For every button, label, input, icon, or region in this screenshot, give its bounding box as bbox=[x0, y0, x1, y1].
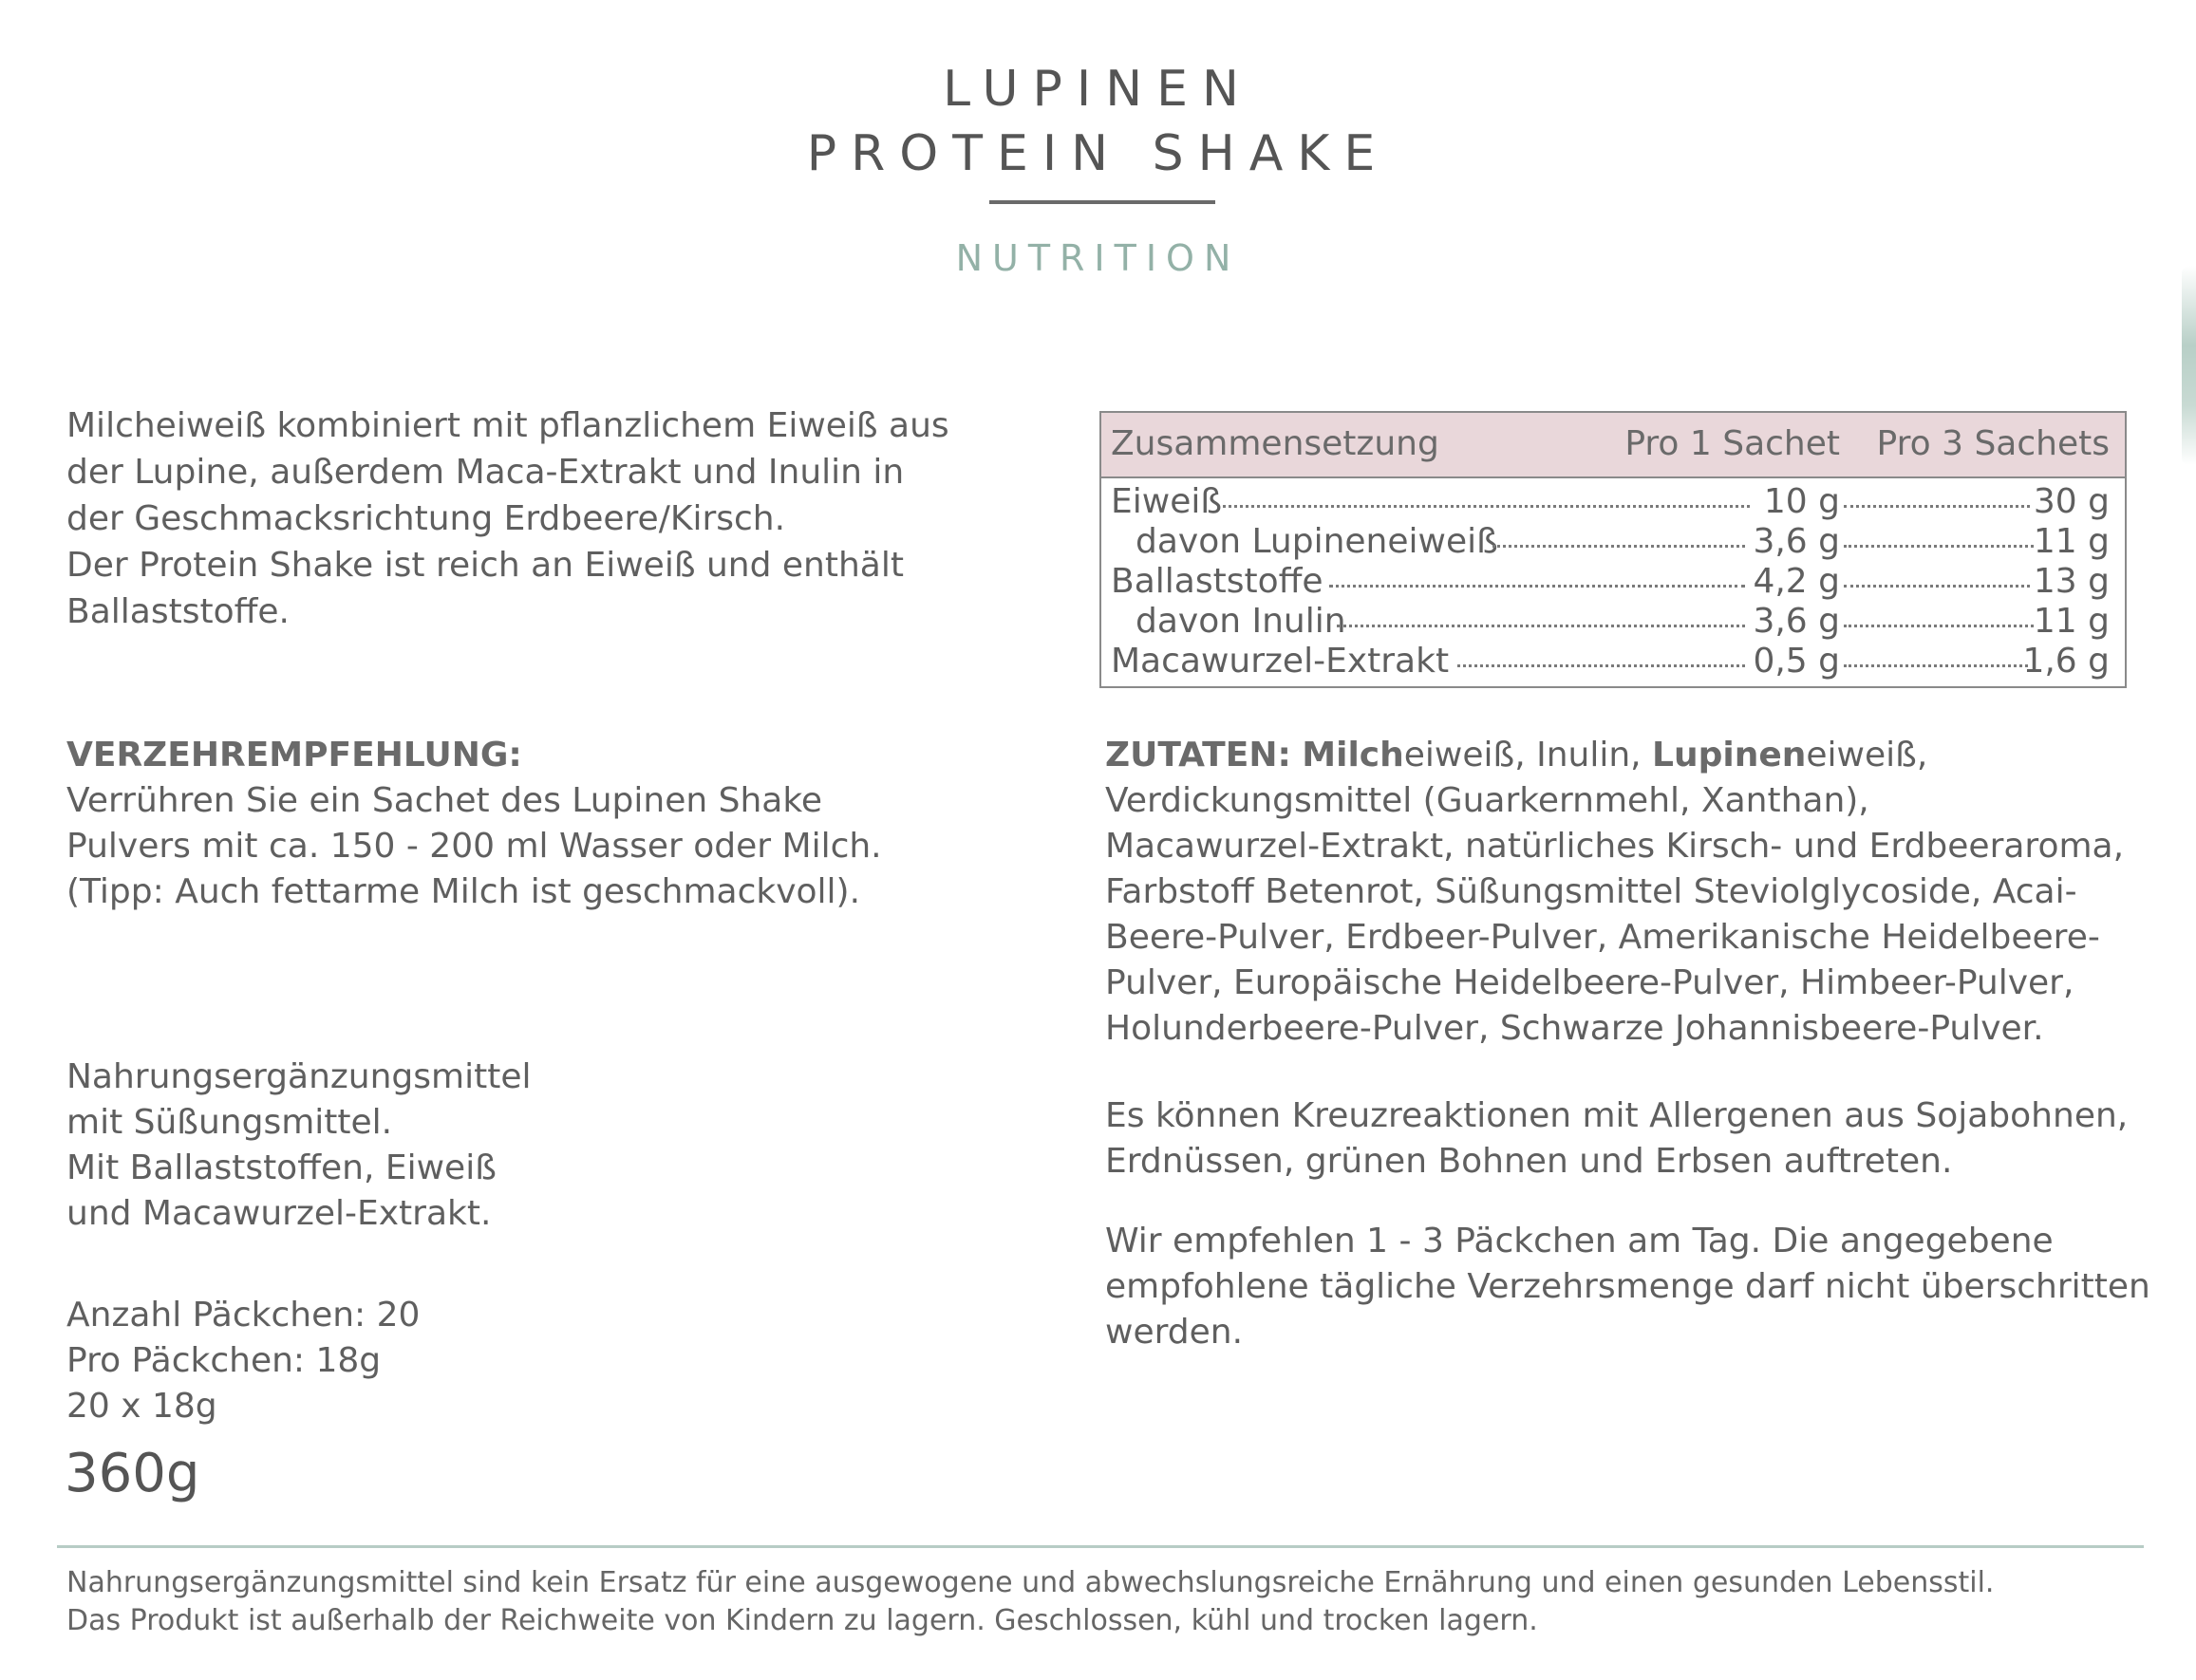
title-divider bbox=[989, 200, 1215, 204]
ingredients-line: Beere-Pulver, Erdbeer-Pulver, Amerikanische Heidelbeere- bbox=[1105, 918, 2100, 957]
row-value-per3: 13 g bbox=[2033, 562, 2110, 601]
package-info bbox=[66, 1293, 420, 1429]
footer-line: Das Produkt ist außerhalb der Reichweite von Kindern zu lagern. Geschlossen, kühl und trocken lagern. bbox=[66, 1604, 1538, 1637]
header-per-1-sachet: Pro 1 Sachet bbox=[1624, 424, 1840, 463]
dosage-line: werden. bbox=[1105, 1313, 1244, 1352]
allergen-lupine: Lupinen bbox=[1652, 736, 1807, 775]
supplement-line: Nahrungsergänzungsmittel bbox=[66, 1057, 532, 1096]
ingredients-line: Pulver, Europäische Heidelbeere-Pulver, Himbeer-Pulver, bbox=[1105, 963, 2074, 1002]
leader-dots bbox=[1844, 585, 2030, 588]
leader-dots bbox=[1844, 625, 2034, 627]
row-label: Macawurzel-Extrakt bbox=[1111, 642, 1450, 681]
recommendation-section bbox=[66, 733, 882, 915]
product-title-line2: PROTEIN SHAKE bbox=[806, 125, 1390, 182]
recommendation-line: (Tipp: Auch fettarme Milch ist geschmackvoll). bbox=[66, 872, 861, 911]
supplement-line: mit Süßungsmittel. bbox=[66, 1103, 393, 1142]
table-row bbox=[1101, 562, 2125, 602]
package-per-pack: Pro Päckchen: 18g bbox=[66, 1341, 382, 1380]
ingredients-section bbox=[1105, 733, 2124, 1052]
recommendation-heading: VERZEHREMPFEHLUNG: bbox=[66, 736, 522, 775]
supplement-line: Mit Ballaststoffen, Eiweiß bbox=[66, 1148, 497, 1187]
ingredients-text: eiweiß, bbox=[1806, 736, 1928, 775]
supplement-description bbox=[66, 1055, 531, 1237]
row-value-per1: 0,5 g bbox=[1753, 642, 1840, 681]
table-row bbox=[1101, 482, 2125, 522]
header-composition: Zusammensetzung bbox=[1111, 424, 1439, 463]
row-label: davon Inulin bbox=[1136, 602, 1346, 641]
footer-line: Nahrungsergänzungsmittel sind kein Ersatz für eine ausgewogene und abwechslungsreiche Ernährung und einen gesunden Lebensstil. bbox=[66, 1566, 1995, 1599]
ingredients-line: Holunderbeere-Pulver, Schwarze Johannisbeere-Pulver. bbox=[1105, 1009, 2044, 1048]
product-title-line1: LUPINEN bbox=[943, 61, 1253, 118]
decorative-leaf-edge bbox=[2182, 266, 2196, 465]
recommendation-line: Verrühren Sie ein Sachet des Lupinen Shake bbox=[66, 781, 823, 820]
ingredients-line: Macawurzel-Extrakt, natürliches Kirsch- und Erdbeeraroma, bbox=[1105, 827, 2125, 866]
supplement-line: und Macawurzel-Extrakt. bbox=[66, 1194, 492, 1233]
leader-dots bbox=[1844, 545, 2034, 548]
leader-dots bbox=[1329, 585, 1745, 588]
ingredients-line-first bbox=[1105, 733, 2124, 778]
intro-line: Der Protein Shake ist reich an Eiweiß und enthält bbox=[66, 546, 904, 585]
footer-divider bbox=[57, 1545, 2144, 1548]
table-row bbox=[1101, 522, 2125, 562]
row-value-per3: 1,6 g bbox=[2022, 642, 2110, 681]
intro-line: Ballaststoffe. bbox=[66, 592, 290, 631]
header-per-3-sachets: Pro 3 Sachets bbox=[1876, 424, 2110, 463]
leader-dots bbox=[1457, 664, 1745, 667]
ingredients-line: Verdickungsmittel (Guarkernmehl, Xanthan), bbox=[1105, 781, 1869, 820]
ingredients-line: Farbstoff Betenrot, Süßungsmittel Steviolglycoside, Acai- bbox=[1105, 872, 2077, 911]
dosage-notice bbox=[1105, 1219, 2150, 1355]
intro-text bbox=[66, 402, 949, 635]
row-label: Eiweiß bbox=[1111, 482, 1223, 521]
leader-dots bbox=[1844, 505, 2030, 508]
ingredients-heading: ZUTATEN: bbox=[1105, 736, 1291, 775]
footer-notice bbox=[66, 1564, 1994, 1640]
section-subtitle: NUTRITION bbox=[955, 237, 1241, 279]
package-count: Anzahl Päckchen: 20 bbox=[66, 1296, 421, 1335]
allergen-line: Erdnüssen, grünen Bohnen und Erbsen auftreten. bbox=[1105, 1142, 1953, 1181]
dosage-line: empfohlene tägliche Verzehrsmenge darf nicht überschritten bbox=[1105, 1267, 2150, 1306]
ingredients-text: eiweiß, Inulin, bbox=[1403, 736, 1653, 775]
package-total-weight: 360g bbox=[65, 1443, 200, 1504]
leader-dots bbox=[1337, 625, 1745, 627]
intro-line: der Geschmacksrichtung Erdbeere/Kirsch. bbox=[66, 499, 786, 538]
row-value-per1: 10 g bbox=[1763, 482, 1840, 521]
intro-line: Milcheiweiß kombiniert mit pflanzlichem Eiweiß aus bbox=[66, 406, 949, 445]
nutrition-table bbox=[1099, 411, 2127, 688]
allergen-notice bbox=[1105, 1093, 2128, 1185]
row-value-per3: 11 g bbox=[2033, 522, 2110, 561]
table-row bbox=[1101, 642, 2125, 681]
allergen-line: Es können Kreuzreaktionen mit Allergenen aus Sojabohnen, bbox=[1105, 1096, 2129, 1135]
leader-dots bbox=[1223, 505, 1750, 508]
allergen-milk: Milch bbox=[1302, 736, 1404, 775]
nutrition-table-header bbox=[1101, 413, 2125, 478]
leader-dots bbox=[1492, 545, 1745, 548]
row-value-per3: 11 g bbox=[2033, 602, 2110, 641]
dosage-line: Wir empfehlen 1 - 3 Päckchen am Tag. Die angegebene bbox=[1105, 1222, 2054, 1260]
intro-line: der Lupine, außerdem Maca-Extrakt und Inulin in bbox=[66, 453, 905, 492]
row-label: Ballaststoffe bbox=[1111, 562, 1323, 601]
row-label: davon Lupineneiweiß bbox=[1136, 522, 1498, 561]
row-value-per1: 4,2 g bbox=[1753, 562, 1840, 601]
row-value-per1: 3,6 g bbox=[1753, 522, 1840, 561]
row-value-per3: 30 g bbox=[2033, 482, 2110, 521]
package-formula: 20 x 18g bbox=[66, 1387, 217, 1426]
table-row bbox=[1101, 602, 2125, 642]
row-value-per1: 3,6 g bbox=[1753, 602, 1840, 641]
recommendation-line: Pulvers mit ca. 150 - 200 ml Wasser oder Milch. bbox=[66, 827, 882, 866]
leader-dots bbox=[1844, 664, 2028, 667]
